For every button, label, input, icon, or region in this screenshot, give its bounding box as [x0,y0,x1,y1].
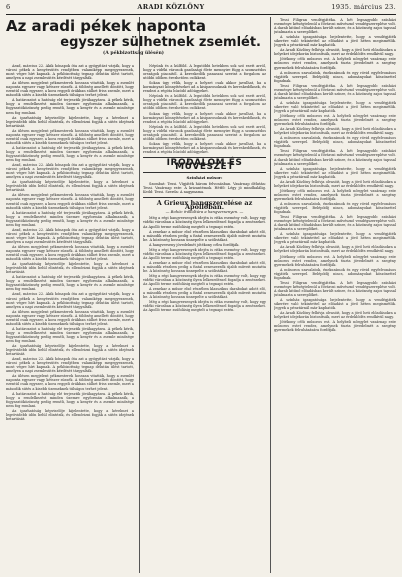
header-rule [6,14,396,15]
theatre-program: Szombat: Tessi. Vígjáték három felvonásban. Vasárnap délután: Tessi. Vasárnap este: A krizantémok. Hétfő: Légy jó mindhalálig. Kedd: Tessi. Szerda: A nagymama. [143,182,266,195]
column-1 [6,64,134,422]
headline-deck: (A pékbizottság ülésén) [103,51,164,56]
article-paragraph: Az Aradi Közlöny felhívja olvasóit, hogy a jövő heti előadásokra a helyeket idejekorán biztosítsák, mert az érdeklődés rendkívül nagy. [274,245,396,254]
article-paragraph: Jótékony célú műsoros est. A helybeli nőegylet vasárnap este műsoros estet rendez, amelynek tiszta jövedelmét a szegény gyermekek felruházására fordítják. [274,188,396,201]
article-paragraph: Arad, március 22. Akik hónapok óta azt a gyógyítást várják, hogy a városi pékek a kenyérsütés rendjében valamiképp megegyezzenek, most végre hírt kapnak. A pékbizottság tegnap délután ülést tartott, amelyen a napi zsemlesütés kérdését tárgyalták. [6,227,134,244]
article-paragraph: Az ülésen megjelent pékmesterek hosszan vitatták, hogy a zsemlét naponta egyszer vagy kétszer süssék. A többség amellett döntött, hogy ezentúl csak egyszer, a kora reggeli órákban sülhet friss zsemle, mert a második sütés a kisebb üzemeknek túlságos terhet jelent. [6,309,134,326]
article-paragraph: A színház igazgatósága bejelentette, hogy a vendégjáték sikerére való tekintettel az előadást a jövő héten megismétlik. Jegyek a pénztárnál már kaphatók. [274,298,396,311]
paper-name: ARADI KÖZLÖNY [137,3,205,11]
article-paragraph: Még a régi hangversenyek idején is ritka esemény volt, hogy egy vidéki városban a közönség ilyen lelkesedéssel fogadja a zenészeket. Az Apolló terme zsúfolásig megtelt a tegnapi estén. [143,300,266,313]
article-paragraph: Jótékony célú műsoros est. A helybeli nőegylet vasárnap este műsoros estet rendez, amelynek tiszta jövedelmét a szegény gyermekek felruházására fordítják. [274,254,396,267]
article-paragraph: Még a régi hangversenyek idején is ritka esemény volt, hogy egy vidéki városban a közönség ilyen lelkesedéssel fogadja a zenészeket. Az Apolló terme zsúfolásig megtelt a tegnapi estén. [143,274,266,287]
article-paragraph: Arad, március 22. Akik hónapok óta azt a gyógyítást várják, hogy a városi pékek a kenyérsütés rendjében valamiképp megegyezzenek, most végre hírt kapnak. A pékbizottság tegnap délután ülést tartott, amelyen a napi zsemlesütés kérdését tárgyalták. [6,357,134,374]
main-headline [6,18,261,57]
article-paragraph: Népünk és a külföld. A legutóbbi hetekben sok szó esett arról, hogy a vidéki városok gazdasági élete mennyire függ a szomszédos országok piacaitól. A kereskedők panaszai szerint a forgalom az utóbbi időben érezhetően csökkent. [143,64,266,81]
article-paragraph: Az Aradi Közlöny felhívja olvasóit, hogy a jövő heti előadásokra a helyeket idejekorán biztosítsák, mert az érdeklődés rendkívül nagy. [274,48,396,57]
issue-date: 1935. március 23. [331,3,396,11]
article-paragraph: Az ülésen megjelent pékmesterek hosszan vitatták, hogy a zsemlét naponta egyszer vagy kétszer süssék. A többség amellett döntött, hogy ezentúl csak egyszer, a kora reggeli órákban sülhet friss zsemle, mert a második sütés a kisebb üzemeknek túlságos terhet jelent. [6,374,134,391]
article-paragraph: Az iparhatóság képviselője kijelentette, hogy a kérelmet a legrövidebb időn belül elintézik, és ellenőrizni fogják a sütés idejének betartását. [6,408,134,421]
article-paragraph: Tessi Filigran vendégjátéka. A hét legnagyobb színházi eseménye kétségtelenül a fővárosi művésznő vendégszereplése volt. A darab kitűnő előadásban került színre, és a közönség zajos tapssal jutalmazta a szereplőket. [274,280,396,297]
column-divider [139,17,140,573]
article-paragraph: A zenekar a műsor első részében klasszikus darabokat adott elő, a második részben pedig a fiatal zeneszerzők újabb műveit mutatta be. A közönség hosszan ünnepelte a szólistákat. [143,287,266,300]
section-title: IRODALOM ÉS MŰVÉSZET [166,157,243,173]
article-paragraph: Az iparhatóság képviselője kijelentette, hogy a kérelmet a legrövidebb időn belül elintézik, és ellenőrizni fogják a sütés idejének betartását. [6,344,134,357]
article-paragraph: Jótékony célú műsoros est. A helybeli nőegylet vasárnap este műsoros estet rendez, amelynek tiszta jövedelmét a szegény gyermekek felruházására fordítják. [274,57,396,70]
article-paragraph: Az Aradi Közlöny felhívja olvasóit, hogy a jövő heti előadásokra a helyeket idejekorán biztosítsák, mert az érdeklődés rendkívül nagy. [274,311,396,320]
article-paragraph: Arad, március 22. Akik hónapok óta azt a gyógyítást várják, hogy a városi pékek a kenyérsütés rendjében valamiképp megegyezzenek, most végre hírt kapnak. A pékbizottság tegnap délután ülést tartott, amelyen a napi zsemlesütés kérdését tárgyalták. [6,163,134,180]
article-paragraph: Jótékony célú műsoros est. A helybeli nőegylet vasárnap este műsoros estet rendez, amelynek tiszta jövedelmét a szegény gyermekek felruházására fordítják. [274,114,396,127]
article-paragraph: Az ülésen megjelent pékmesterek hosszan vitatták, hogy a zsemlét naponta egyszer vagy kétszer süssék. A többség amellett döntött, hogy ezentúl csak egyszer, a kora reggeli órákban sülhet friss zsemle, mert a második sütés a kisebb üzemeknek túlságos terhet jelent. [6,81,134,98]
article-paragraph: A színház igazgatósága bejelentette, hogy a vendégjáték sikerére való tekintettel az előadást a jövő héten megismétlik. Jegyek a pénztárnál már kaphatók. [274,166,396,179]
article-paragraph: A zenekar a műsor első részében klasszikus darabokat adott elő, a második részben pedig a fiatal zeneszerzők újabb műveit mutatta be. A közönség hosszan ünnepelte a szólistákat. [143,229,266,242]
theatre-program-title: Színházi műsor: [186,175,223,181]
article-paragraph: Tessi Filigran vendégjátéka. A hét legnagyobb színházi eseménye kétségtelenül a fővárosi művésznő vendégszereplése volt. A darab kitűnő előadásban került színre, és a közönség zajos tapssal jutalmazta a szereplőket. [274,149,396,166]
column-3 [274,18,396,333]
article-paragraph: Az ülésen megjelent pékmesterek hosszan vitatták, hogy a zsemlét naponta egyszer vagy kétszer süssék. A többség amellett döntött, hogy ezentúl csak egyszer, a kora reggeli órákban sülhet friss zsemle, mert a második sütés a kisebb üzemeknek túlságos terhet jelent. [6,193,134,210]
article-paragraph: Tessi Filigran vendégjátéka. A hét legnagyobb színházi eseménye kétségtelenül a fővárosi művésznő vendégszereplése volt. A darab kitűnő előadásban került színre, és a közönség zajos tapssal jutalmazta a szereplőket. [274,215,396,232]
article-paragraph: A műsoron szavalatok, énekszámok és egy rövid egyfelvonásos vígjáték szerepel. Belépődíj nincs, adományokat köszönettel fogadnak. [274,267,396,280]
article-paragraph: Sokan úgy vélik, hogy a helyzet csak akkor javulhat, ha a kormányzat könnyítéseket ad a kisiparosoknak és kereskedőknek, és rendezi a régóta húzódó adóügyeket. [143,81,266,94]
article-paragraph: A határozatot a hatóság elé terjesztik jóváhagyásra. A pékek kérik, hogy a rendelkezést minden üzemre egyformán alkalmazzák, a fogyasztóközönség pedig reméli, hogy a kenyér és a zsemle minősége nem fog romlani. [6,98,134,115]
column-2 [143,64,266,313]
article-paragraph: Még a régi hangversenyek idején is ritka esemény volt, hogy egy vidéki városban a közönség ilyen lelkesedéssel fogadja a zenészeket. Az Apolló terme zsúfolásig megtelt a tegnapi estén. [143,216,266,229]
article-paragraph: A színház igazgatósága bejelentette, hogy a vendégjáték sikerére való tekintettel az előadást a jövő héten megismétlik. Jegyek a pénztárnál már kaphatók. [274,35,396,48]
article-paragraph: Tessi Filigran vendégjátéka. A hét legnagyobb színházi eseménye kétségtelenül a fővárosi művésznő vendégszereplése volt. A darab kitűnő előadásban került színre, és a közönség zajos tapssal jutalmazta a szereplőket. [274,83,396,100]
article-paragraph: A színház igazgatósága bejelentette, hogy a vendégjáték sikerére való tekintettel az előadást a jövő héten megismétlik. Jegyek a pénztárnál már kaphatók. [274,100,396,113]
article-paragraph: Sokan úgy vélik, hogy a helyzet csak akkor javulhat, ha a kormányzat könnyítéseket ad a kisiparosoknak és kereskedőknek, és rendezi a régóta húzódó adóügyeket. [143,141,266,154]
article-paragraph: Az iparhatóság képviselője kijelentette, hogy a kérelmet a legrövidebb időn belül elintézik, és ellenőrizni fogják a sütés idejének betartását. [6,262,134,275]
article-paragraph: Népünk és a külföld. A legutóbbi hetekben sok szó esett arról, hogy a vidéki városok gazdasági élete mennyire függ a szomszédos országok piacaitól. A kereskedők panaszai szerint a forgalom az utóbbi időben érezhetően csökkent. [143,94,266,111]
section-header-box [143,157,266,173]
article-paragraph: Az ülésen megjelent pékmesterek hosszan vitatták, hogy a zsemlét naponta egyszer vagy kétszer süssék. A többség amellett döntött, hogy ezentúl csak egyszer, a kora reggeli órákban sülhet friss zsemle, mert a második sütés a kisebb üzemeknek túlságos terhet jelent. [6,128,134,145]
article-paragraph: A műsoron szavalatok, énekszámok és egy rövid egyfelvonásos vígjáték szerepel. Belépődíj nincs, adományokat köszönettel fogadnak. [274,201,396,215]
article-paragraph: Az Aradi Közlöny felhívja olvasóit, hogy a jövő heti előadásokra a helyeket idejekorán biztosítsák, mert az érdeklődés rendkívül nagy. [274,127,396,136]
article-paragraph: Sokan úgy vélik, hogy a helyzet csak akkor javulhat, ha a kormányzat könnyítéseket ad a kisiparosoknak és kereskedőknek, és rendezi a régóta húzódó adóügyeket. [143,111,266,124]
article-paragraph: A határozatot a hatóság elé terjesztik jóváhagyásra. A pékek kérik, hogy a rendelkezést minden üzemre egyformán alkalmazzák, a fogyasztóközönség pedig reméli, hogy a kenyér és a zsemle minősége nem fog romlani. [6,275,134,292]
article-paragraph: Jótékony célú műsoros est. A helybeli nőegylet vasárnap este műsoros estet rendez, amelynek tiszta jövedelmét a szegény gyermekek felruházására fordítják. [274,320,396,333]
page-number: 6 [6,3,11,11]
headline-line-1: Az aradi pékek naponta [6,17,206,35]
article-paragraph: Arad, március 22. Akik hónapok óta azt a gyógyítást várják, hogy a városi pékek a kenyérsütés rendjében valamiképp megegyezzenek, most végre hírt kapnak. A pékbizottság tegnap délután ülést tartott, amelyen a napi zsemlesütés kérdését tárgyalták. [6,292,134,309]
article-paragraph: Tessi Filigran vendégjátéka. A hét legnagyobb színházi eseménye kétségtelenül a fővárosi művésznő vendégszereplése volt. A darab kitűnő előadásban került színre, és a közönség zajos tapssal jutalmazta a szereplőket. [274,18,396,35]
article-paragraph: A műsoron szavalatok, énekszámok és egy rövid egyfelvonásos vígjáték szerepel. Belépődíj nincs, adományokat köszönettel fogadnak. [274,70,396,83]
article-paragraph: Az Aradi Közlöny felhívja olvasóit, hogy a jövő heti előadásokra a helyeket idejekorán biztosítsák, mert az érdeklődés rendkívül nagy. [274,179,396,188]
article-title: A Grieux hangszerelése az Apollóban. [156,199,253,212]
article-paragraph: Még a régi hangversenyek idején is ritka esemény volt, hogy egy vidéki városban a közönség ilyen lelkesedéssel fogadja a zenészeket. Az Apolló terme zsúfolásig megtelt a tegnapi estén. [143,247,266,260]
article-paragraph: A határozatot a hatóság elé terjesztik jóváhagyásra. A pékek kérik, hogy a rendelkezést minden üzemre egyformán alkalmazzák, a fogyasztóközönség pedig reméli, hogy a kenyér és a zsemle minősége nem fog romlani. [6,326,134,343]
article-paragraph: A zenekar a műsor első részében klasszikus darabokat adott elő, a második részben pedig a fiatal zeneszerzők újabb műveit mutatta be. A közönség hosszan ünnepelte a szólistákat. [143,260,266,273]
article-paragraph: A színház igazgatósága bejelentette, hogy a vendégjáték sikerére való tekintettel az előadást a jövő héten megismétlik. Jegyek a pénztárnál már kaphatók. [274,232,396,245]
article-paragraph: Az ülésen megjelent pékmesterek hosszan vitatták, hogy a zsemlét naponta egyszer vagy kétszer süssék. A többség amellett döntött, hogy ezentúl csak egyszer, a kora reggeli órákban sülhet friss zsemle, mert a második sütés a kisebb üzemeknek túlságos terhet jelent. [6,244,134,262]
headline-line-2: egyszer sülhetnek zsemlét. [60,35,261,50]
article-paragraph: A hangverseny jövedelmét jótékony célra fordítják. [149,242,240,247]
article-paragraph: A műsoron szavalatok, énekszámok és egy rövid egyfelvonásos vígjáték szerepel. Belépődíj nincs, adományokat köszönettel fogadnak. [274,136,396,149]
article-paragraph: A határozatot a hatóság elé terjesztik jóváhagyásra. A pékek kérik, hogy a rendelkezést minden üzemre egyformán alkalmazzák, a fogyasztóközönség pedig reméli, hogy a kenyér és a zsemle minősége nem fog romlani. [6,145,134,163]
column-divider [270,17,271,573]
article-paragraph: Az iparhatóság képviselője kijelentette, hogy a kérelmet a legrövidebb időn belül elintézik, és ellenőrizni fogják a sütés idejének betartását. [6,115,134,128]
article-paragraph: Az iparhatóság képviselője kijelentette, hogy a kérelmet a legrövidebb időn belül elintézik, és ellenőrizni fogják a sütés idejének betartását. [6,180,134,193]
article-paragraph: A határozatot a hatóság elé terjesztik jóváhagyásra. A pékek kérik, hogy a rendelkezést minden üzemre egyformán alkalmazzák, a fogyasztóközönség pedig reméli, hogy a kenyér és a zsemle minősége nem fog romlani. [6,210,134,227]
article-subtitle: — Bohóc írókultúra a hangversenyen. — [165,209,244,215]
article-paragraph: A határozatot a hatóság elé terjesztik jóváhagyásra. A pékek kérik, hogy a rendelkezést minden üzemre egyformán alkalmazzák, a fogyasztóközönség pedig reméli, hogy a kenyér és a zsemle minősége nem fog romlani. [6,391,134,408]
article-paragraph: Népünk és a külföld. A legutóbbi hetekben sok szó esett arról, hogy a vidéki városok gazdasági élete mennyire függ a szomszédos országok piacaitól. A kereskedők panaszai szerint a forgalom az utóbbi időben érezhetően csökkent. [143,124,266,141]
divider [143,197,266,198]
article-paragraph: Arad, március 22. Akik hónapok óta azt a gyógyítást várják, hogy a városi pékek a kenyérsütés rendjében valamiképp megegyezzenek, most végre hírt kapnak. A pékbizottság tegnap délután ülést tartott, amelyen a napi zsemlesütés kérdését tárgyalták. [6,64,134,81]
